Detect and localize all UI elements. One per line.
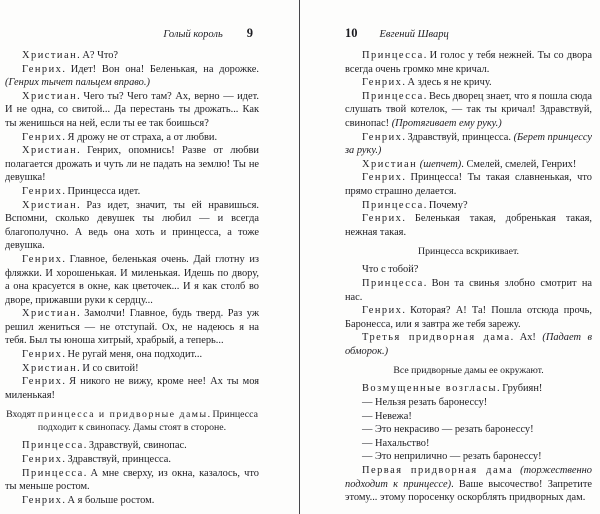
dialogue-text: . Я никого не вижу, кроме нее! Ах ты моя миленькая! xyxy=(5,376,259,401)
inline-stage-direction: (Берет принцессу за руку.) xyxy=(345,131,592,157)
speaker-name: Принцесса xyxy=(362,277,424,289)
dialogue-text: . Я дрожу не от страха, а от любви. xyxy=(62,131,218,143)
speaker-name: Генрих xyxy=(22,253,63,265)
dialogue-text: — Это неприлично — резать баронессу! xyxy=(362,451,542,463)
speaker-name: Третья придворная дама xyxy=(362,332,511,344)
dialogue-text: . Чего ты? Чего там? Ах, верно — идет. И не одна, со свитой... Да перестань ты дрожать... Как ты женишься на ней, если ты ее так боишься? xyxy=(5,90,259,129)
stage-direction xyxy=(5,408,259,434)
dialogue-text: . А мне сверху, из окна, казалось, что ты меньше ростом. xyxy=(5,467,259,493)
dialogue-text: . Идет! Вон она! Беленькая, на дорожке. xyxy=(62,63,259,75)
dialogue-text: . А здесь я не кричу. xyxy=(402,77,492,89)
running-title-right: Евгений Шварц xyxy=(379,29,449,40)
dialogue-paragraph xyxy=(5,467,259,494)
book-page-right xyxy=(300,0,600,514)
dialogue-paragraph xyxy=(345,158,592,172)
speaker-name: Христиан xyxy=(22,308,78,320)
dialogue-paragraph xyxy=(345,382,592,396)
inline-stage-direction: (Падает в обморок.) xyxy=(345,332,592,357)
page-number-right: 10 xyxy=(345,26,358,40)
dialogue-text: — Нахальство! xyxy=(362,437,430,449)
dialogue-text: . Принцесса! Ты такая славненькая, что прямо страшно делается. xyxy=(345,172,592,197)
running-title-left: Голый король xyxy=(163,29,223,40)
speaker-name: Христиан xyxy=(22,145,78,157)
dialogue-paragraph xyxy=(345,76,592,90)
speaker-name: Принцесса xyxy=(362,199,424,211)
dialogue-paragraph xyxy=(5,453,259,467)
dialogue-paragraph xyxy=(345,437,592,451)
dialogue-paragraph xyxy=(5,199,259,253)
dialogue-text: . Почему? xyxy=(423,199,468,211)
speaker-name: Христиан xyxy=(22,362,78,374)
dialogue-text: . Замолчи! Главное, будь тверд. Раз уж решил жениться — не отступай. Ох, не надеюсь я на тебя. Был ты юноша хитрый, храбрый, а теперь... xyxy=(5,308,259,347)
dialogue-text: . Принцесса подходит к свинопасу. Дамы стоят в стороне. xyxy=(37,409,258,434)
speaker-name: Христиан xyxy=(22,50,78,61)
dialogue-text: . Вон та свинья злобно смотрит на нас. xyxy=(345,277,592,303)
inline-stage-direction: (шепчет) xyxy=(419,158,462,170)
dialogue-text: . Весь дворец знает, что я пошла сюда слушать твой котелок, — так ты кричал! Здравствуй, свинопас! xyxy=(345,90,592,129)
dialogue-paragraph xyxy=(345,331,592,358)
inline-stage-direction: (Протягивает ему руку.) xyxy=(391,117,502,129)
speaker-name: Принцесса xyxy=(22,440,84,452)
dialogue-text: . Грубиян! xyxy=(497,383,543,395)
stage-direction xyxy=(345,245,592,258)
speaker-name: Принцесса xyxy=(22,467,84,479)
dialogue-paragraph xyxy=(5,439,259,453)
dialogue-paragraph xyxy=(345,423,592,437)
dialogue-text: . Ваше высочество! Запретите этому... этому поросенку оскорблять придворных дам. xyxy=(345,478,593,504)
page-header-left xyxy=(5,26,259,41)
speaker-name: Христиан xyxy=(362,158,418,170)
dialogue-paragraph xyxy=(5,307,259,348)
speaker-name: Принцесса xyxy=(362,90,424,102)
dialogue-paragraph xyxy=(345,277,592,304)
dialogue-text: Все придворные дамы ее окружают. xyxy=(393,365,544,377)
speaker-name: Генрих xyxy=(22,494,63,506)
speaker-name: Генрих xyxy=(22,376,63,388)
dialogue-paragraph xyxy=(5,494,259,508)
dialogue-text: . Здравствуй, принцесса. xyxy=(62,454,171,466)
speaker-name: Христиан xyxy=(22,90,78,102)
dialogue-paragraph xyxy=(345,450,592,464)
speaker-name: Генрих xyxy=(22,454,63,466)
speaker-name: Генрих xyxy=(362,305,403,317)
dialogue-text: — Это некрасиво — резать баронессу! xyxy=(362,424,534,436)
speaker-name: Генрих xyxy=(22,131,63,143)
dialogue-text: . И голос у тебя нежней. Ты со двора всегда очень громко мне кричал. xyxy=(345,50,592,75)
speaker-name: принцесса и придворные дамы xyxy=(37,409,208,421)
dialogue-paragraph xyxy=(345,410,592,424)
dialogue-text: . Беленькая такая, добренькая такая, нежная такая. xyxy=(345,213,592,238)
dialogue-text: — Невежа! xyxy=(362,410,412,422)
dialogue-paragraph xyxy=(345,90,592,131)
dialogue-text: . Раз идет, значит, ты ей нравишься. Вспомни, сколько девушек ты любил — и всегда благополучно. А ведь она хоть и принцесса, а тоже девушка. xyxy=(5,199,259,252)
dialogue-text: . Которая? А! Та! Пошла отсюда прочь, Баронесса, или я завтра же тебя зарежу. xyxy=(345,305,592,330)
dialogue-paragraph xyxy=(345,131,592,158)
dialogue-paragraph xyxy=(345,171,592,198)
dialogue-paragraph xyxy=(5,144,259,185)
page-number-left: 9 xyxy=(246,26,253,40)
speaker-name: Принцесса xyxy=(362,50,424,61)
dialogue-paragraph xyxy=(345,304,592,331)
dialogue-paragraph xyxy=(345,396,592,410)
dialogue-text: Принцесса вскрикивает. xyxy=(418,246,519,258)
page-body-right xyxy=(345,49,592,505)
dialogue-paragraph xyxy=(5,375,259,402)
speaker-name: Генрих xyxy=(22,185,63,197)
dialogue-text: — Нельзя резать баронессу! xyxy=(362,397,488,409)
dialogue-text: . И со свитой! xyxy=(77,362,139,374)
speaker-name: Возмущенные возгласы xyxy=(362,383,498,395)
speaker-name: Генрих xyxy=(362,131,403,143)
dialogue-text: . Смелей, смелей, Генрих! xyxy=(461,158,577,170)
dialogue-paragraph xyxy=(5,90,259,131)
dialogue-paragraph xyxy=(5,362,259,376)
inline-stage-direction: (Генрих тычет пальцем вправо.) xyxy=(5,77,150,89)
dialogue-text: . Ах! xyxy=(510,332,543,344)
dialogue-paragraph xyxy=(345,464,592,505)
inline-stage-direction: (торжественно подходит к принцессе) xyxy=(345,465,592,490)
dialogue-text: . Главное, беленькая очень. Дай глотну из фляжки. И хорошенькая. И миленькая. Идешь по двору, а она красуется в окне, как цветочек... И я как столб во дворе, прижавши руки к сердцу... xyxy=(5,253,259,306)
page-header-right xyxy=(345,26,592,41)
dialogue-text: Что с тобой? xyxy=(362,264,419,276)
dialogue-text: . Принцесса идет. xyxy=(62,185,141,197)
speaker-name: Генрих xyxy=(22,63,63,75)
dialogue-text: . Здравствуй, принцесса. xyxy=(402,131,514,143)
dialogue-text: . Не ругай меня, она подходит... xyxy=(62,349,203,361)
speaker-name: Генрих xyxy=(362,77,403,89)
speaker-name: Генрих xyxy=(362,172,403,184)
dialogue-paragraph xyxy=(345,263,592,277)
speaker-name: Генрих xyxy=(22,349,63,361)
dialogue-paragraph xyxy=(5,348,259,362)
dialogue-paragraph xyxy=(5,131,259,145)
dialogue-paragraph xyxy=(5,253,259,307)
dialogue-paragraph xyxy=(345,199,592,213)
dialogue-text: . Генрих, опомнись! Разве от любви полагается дрожать и чуть ли не падать на землю! Ты не девушка! xyxy=(5,145,259,184)
speaker-name: Генрих xyxy=(362,213,403,225)
dialogue-text: . Здравствуй, свинопас. xyxy=(83,440,187,452)
stage-direction xyxy=(345,364,592,377)
dialogue-text: . А я больше ростом. xyxy=(62,494,155,506)
dialogue-paragraph xyxy=(5,63,259,90)
dialogue-text: . А? Что? xyxy=(77,50,119,61)
speaker-name: Христиан xyxy=(22,199,78,211)
speaker-name: Первая придворная дама xyxy=(362,465,514,477)
page-body-left xyxy=(5,49,259,507)
dialogue-text: Входят xyxy=(6,409,38,421)
dialogue-paragraph xyxy=(5,185,259,199)
dialogue-paragraph xyxy=(345,49,592,76)
dialogue-paragraph xyxy=(345,212,592,239)
dialogue-paragraph xyxy=(5,49,259,63)
